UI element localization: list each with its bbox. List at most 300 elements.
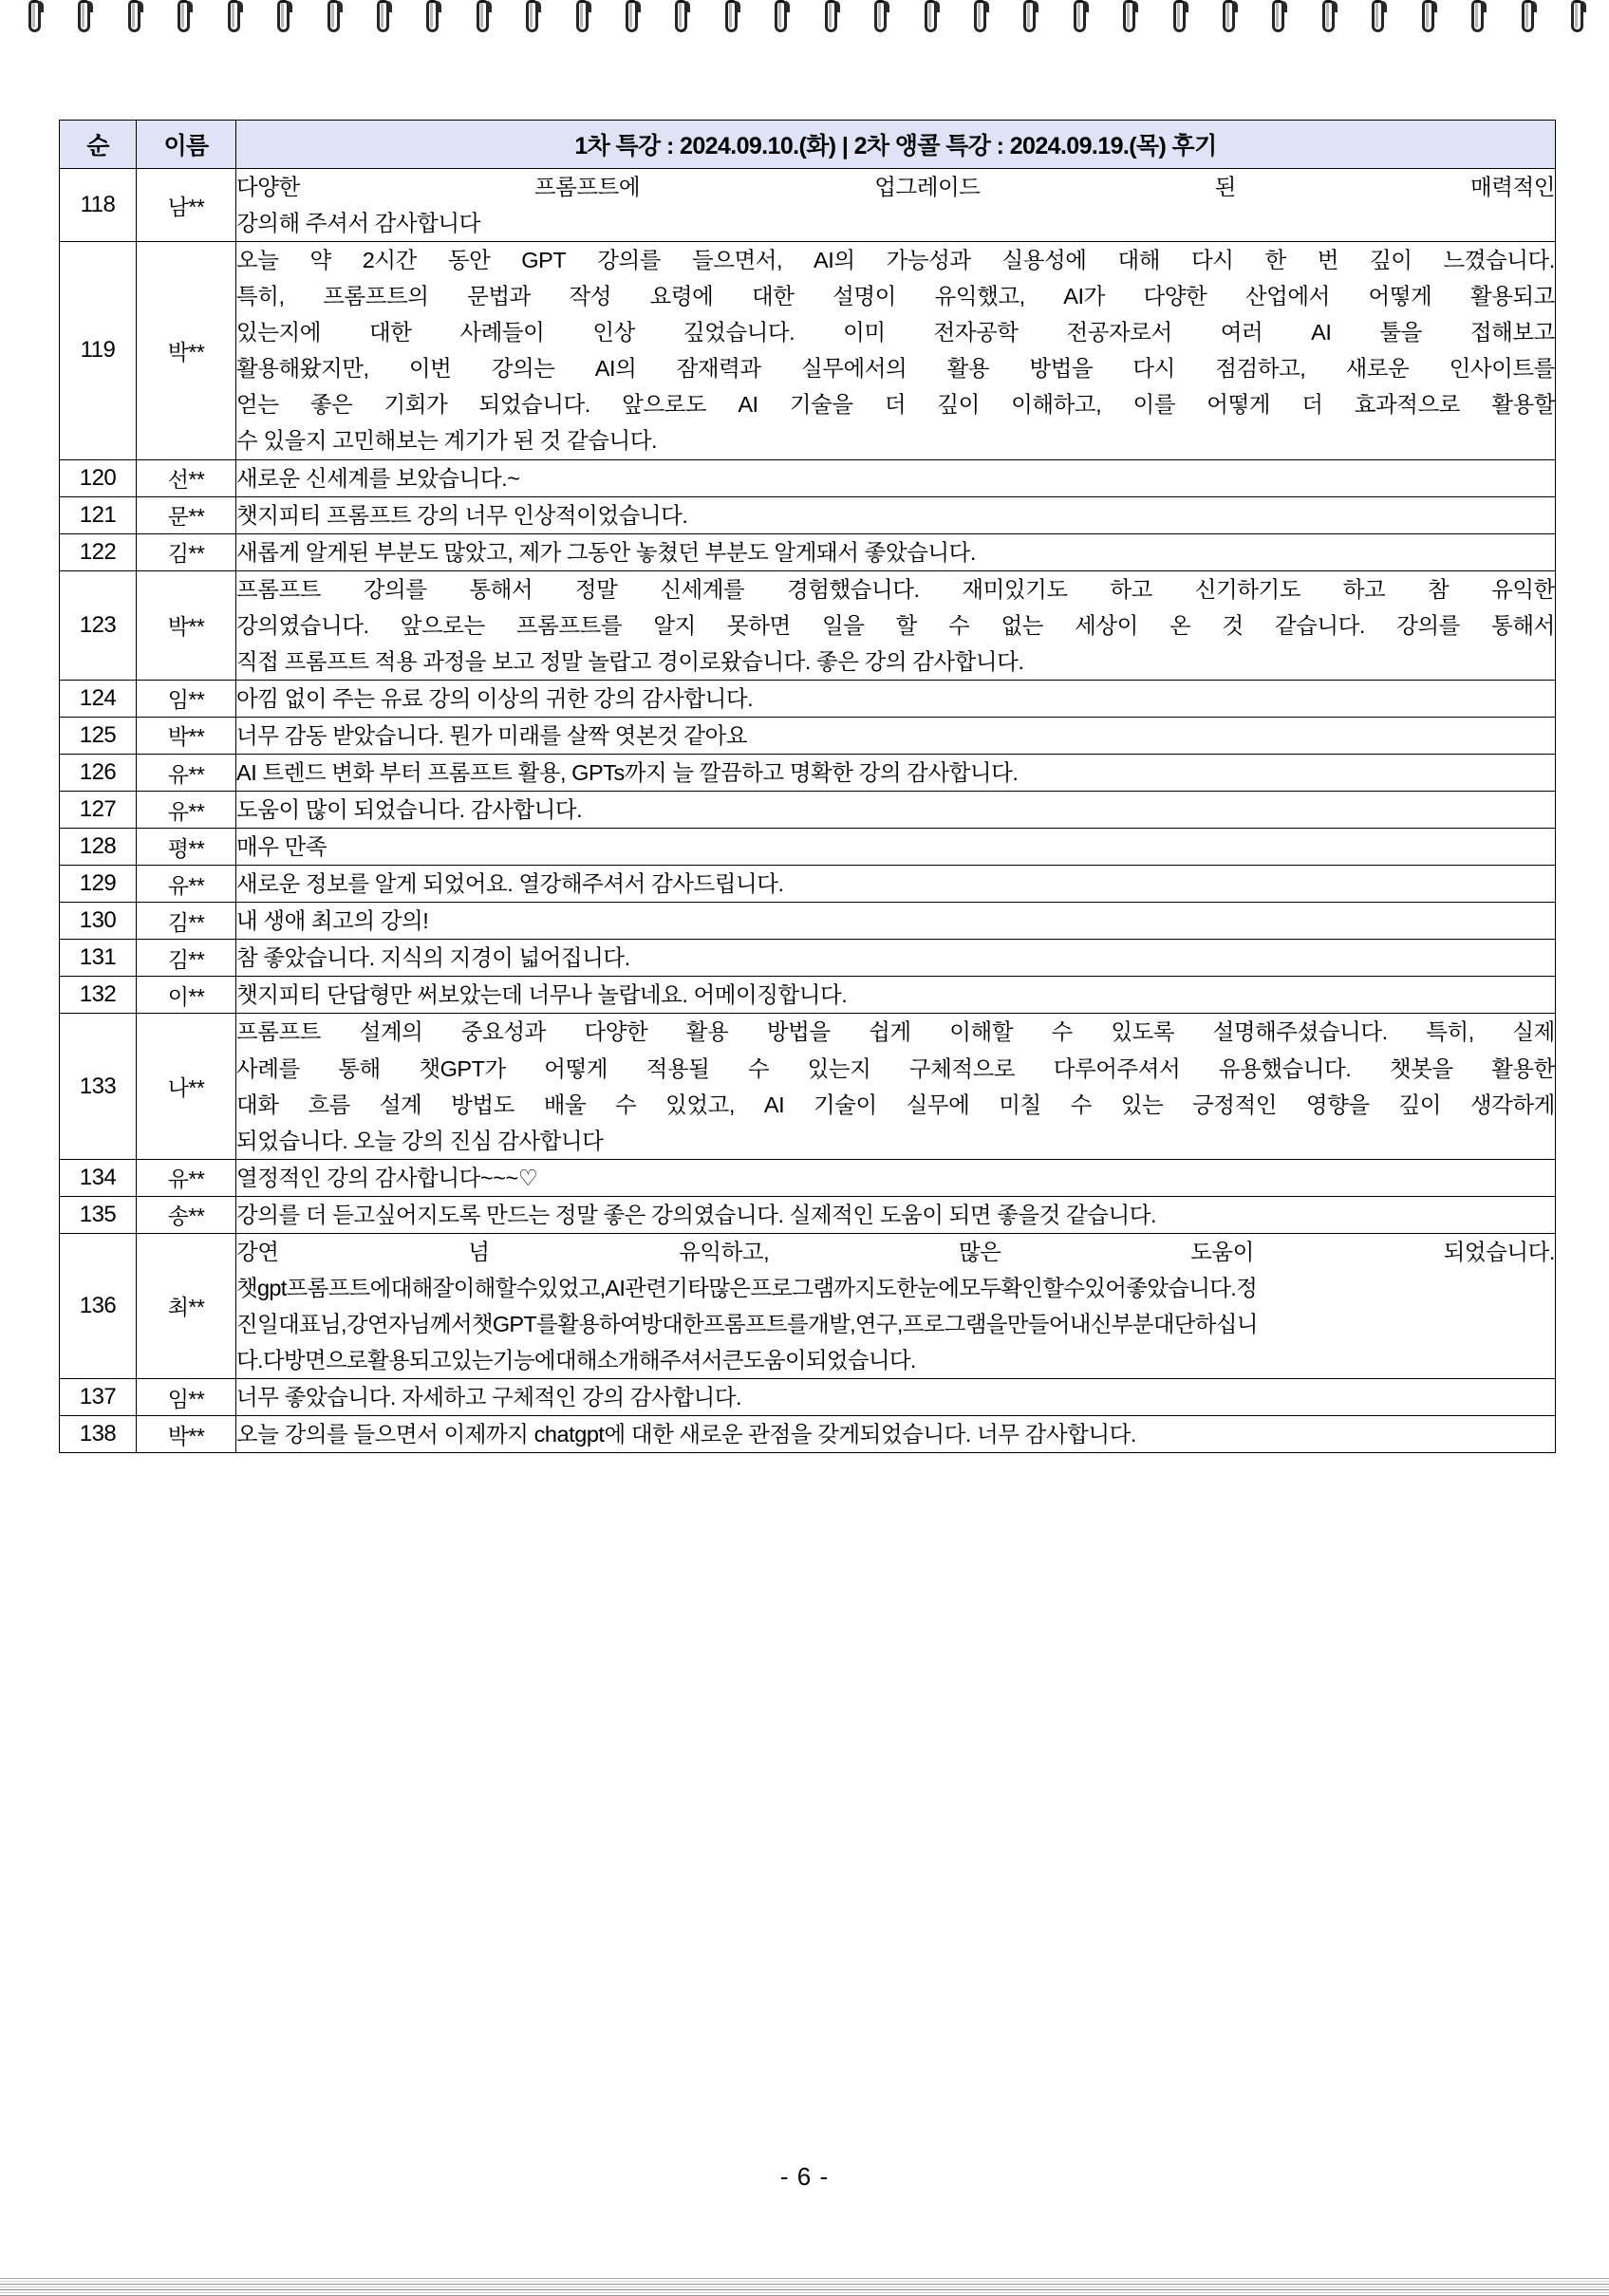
review-word: 수 (747, 1055, 770, 1081)
page-edge-line (0, 2278, 1609, 2279)
review-word: 되었습니다. (1443, 1239, 1555, 1264)
cell-index: 121 (60, 496, 137, 533)
review-word: 신세계를 (660, 576, 745, 602)
spiral-ring (277, 0, 294, 36)
review-word: 있었고, (665, 1092, 735, 1117)
review-word: 인사이트를 (1449, 356, 1555, 382)
review-word: 정말 (574, 576, 618, 602)
review-word: 도움이 (1190, 1239, 1254, 1264)
review-line: 매우 만족 (236, 834, 327, 860)
spiral-ring-highlight (978, 3, 981, 28)
review-word: 다루어주셔서 (1053, 1055, 1181, 1081)
cell-index: 134 (60, 1159, 137, 1196)
spiral-ring-tail (387, 1, 392, 12)
cell-review (236, 1416, 1556, 1453)
spiral-ring (377, 0, 394, 36)
spiral-ring (1422, 0, 1439, 36)
review-word: 챗봇을 (1389, 1055, 1453, 1081)
review-line: AI 트렌드 변화 부터 프롬프트 활용, GPTs까지 늘 깔끔하고 명확한 강의 감사합니다. (236, 760, 1019, 785)
review-word: 앞으로는 (400, 612, 485, 638)
review-line: 되었습니다. 오늘 강의 진심 감사합니다 (236, 1128, 604, 1153)
spiral-ring-highlight (679, 3, 682, 28)
cell-review (236, 570, 1556, 680)
cell-name: 박** (137, 242, 236, 459)
spiral-ring-highlight (778, 3, 781, 28)
review-line: 다.다방면으로활용되고있는기능에대해소개해주셔서큰도움이되었습니다. (236, 1348, 916, 1372)
review-line (236, 314, 1555, 350)
review-word: 방법을 (1029, 356, 1094, 382)
cell-name: 김** (137, 940, 236, 977)
spiral-ring-tail (587, 1, 591, 12)
review-line: 오늘 강의를 들으면서 이제까지 chatgpt에 대한 새로운 관점을 갖게되었습니다. 너무 감사합니다. (236, 1422, 1136, 1447)
review-word: 다시 (1132, 356, 1175, 382)
spiral-ring (1223, 0, 1240, 36)
page-edge-line (0, 2289, 1609, 2290)
spiral-ring (1471, 0, 1488, 36)
review-word: 구체적으로 (908, 1055, 1016, 1081)
spiral-ring (1571, 0, 1588, 36)
review-line: 챗지피티 프롬프트 강의 너무 인상적이었습니다. (236, 502, 688, 528)
review-word: 대화 (236, 1092, 279, 1117)
review-word: 사례를 (236, 1055, 300, 1081)
spiral-ring-tail (1233, 1, 1238, 12)
review-word: 깊이 (1369, 248, 1413, 273)
review-word: 어떻게 (1207, 392, 1270, 418)
review-word: 설계의 (359, 1019, 423, 1045)
review-word: 통해서 (1491, 612, 1555, 638)
cell-index: 124 (60, 680, 137, 717)
review-line: 내 생애 최고의 강의! (236, 908, 429, 934)
review-word: 활용 (946, 356, 990, 382)
review-word: 강의를 (597, 248, 661, 273)
review-word: 전자공학 (933, 320, 1019, 345)
table-row (60, 903, 1556, 940)
spiral-ring-highlight (1475, 3, 1478, 28)
cell-review (236, 940, 1556, 977)
spiral-ring-highlight (281, 3, 284, 28)
spiral-ring-tail (536, 1, 541, 12)
review-word: 약 (309, 248, 331, 273)
spiral-ring-highlight (1127, 3, 1130, 28)
cell-review (236, 680, 1556, 717)
table-row (60, 977, 1556, 1014)
spiral-ring (825, 0, 842, 36)
review-line: 직접 프롬프트 적용 과정을 보고 정말 놀랍고 경이로왔습니다. 좋은 강의 감사합니다. (236, 648, 1024, 674)
spiral-ring-tail (88, 1, 93, 12)
spiral-ring-highlight (1226, 3, 1229, 28)
cell-index: 120 (60, 459, 137, 496)
spiral-ring-tail (1133, 1, 1138, 12)
column-header-name: 이름 (137, 121, 236, 169)
review-word: 쉽게 (869, 1019, 911, 1045)
review-table (59, 120, 1556, 1453)
cell-name: 이** (137, 977, 236, 1014)
review-word: AI의 (814, 248, 855, 273)
spiral-ring-tail (935, 1, 940, 12)
review-word: AI (738, 392, 758, 418)
spiral-ring (775, 0, 792, 36)
review-word: 새로운 (1345, 356, 1410, 382)
cell-name: 남** (137, 169, 236, 242)
column-header-review: 1차 특강 : 2024.09.10.(화) | 2차 앵콜 특강 : 2024.09.19.(목) 후기 (236, 121, 1556, 169)
review-word: 기술이 (814, 1092, 877, 1117)
cell-index: 119 (60, 242, 137, 459)
table-row (60, 1416, 1556, 1453)
review-word: 수 (1070, 1092, 1092, 1117)
review-word: 대한 (368, 320, 412, 345)
review-word: 알지 (653, 612, 696, 638)
spiral-ring-highlight (181, 3, 184, 28)
review-word: 챗GPT가 (419, 1055, 506, 1081)
review-word: 실무에 (906, 1092, 970, 1117)
review-word: 업그레이드 (874, 175, 981, 199)
cell-review (236, 792, 1556, 829)
review-word: 한 (1264, 248, 1286, 273)
spiral-ring (1522, 0, 1539, 36)
spiral-ring-tail (984, 1, 989, 12)
review-word: 좋은 (309, 392, 353, 418)
review-word: AI (1311, 320, 1332, 345)
cell-name: 나** (137, 1014, 236, 1159)
cell-name: 김** (137, 533, 236, 570)
review-word: 인상 (592, 320, 635, 345)
table-row (60, 1014, 1556, 1159)
review-word: 가능성과 (886, 248, 971, 273)
cell-index: 125 (60, 717, 137, 754)
review-word: 설계 (379, 1092, 422, 1117)
review-word: 흐름 (308, 1092, 350, 1117)
spiral-ring-tail (39, 1, 44, 12)
spiral-ring (1272, 0, 1289, 36)
cell-index: 135 (60, 1196, 137, 1233)
spiral-ring-highlight (1375, 3, 1378, 28)
spiral-ring-tail (338, 1, 343, 12)
spiral-ring-tail (785, 1, 790, 12)
spiral-ring (974, 0, 991, 36)
review-word: 신기하기도 (1194, 576, 1300, 602)
review-word: 있는지 (807, 1055, 871, 1081)
table-row (60, 866, 1556, 903)
review-word: 재미있기도 (962, 576, 1068, 602)
spiral-ring-tail (1482, 1, 1487, 12)
spiral-ring-tail (1084, 1, 1089, 12)
review-word: 유익했고, (934, 284, 1025, 309)
cell-name: 유** (137, 1159, 236, 1196)
review-word: 깊었습니다. (683, 320, 795, 345)
review-word: 하고 (1110, 576, 1152, 602)
spiral-ring (1322, 0, 1339, 36)
table-row (60, 940, 1556, 977)
spiral-ring-highlight (381, 3, 384, 28)
spiral-ring-highlight (430, 3, 433, 28)
cell-index: 128 (60, 829, 137, 866)
cell-index: 137 (60, 1379, 137, 1416)
cell-name: 임** (137, 680, 236, 717)
review-line: 도움이 많이 되었습니다. 감사합니다. (236, 797, 583, 823)
table-row (60, 1159, 1556, 1196)
cell-index: 130 (60, 903, 137, 940)
review-line (236, 607, 1555, 644)
spiral-ring-highlight (729, 3, 732, 28)
review-line: 진일대표님,강연자님께서챗GPT를활용하여방대한프롬프트를개발,연구,프로그램을만들어내신부분대단하십니 (236, 1311, 1258, 1336)
review-word: 세상이 (1075, 612, 1138, 638)
spiral-ring (1173, 0, 1190, 36)
review-word: 활용할 (1491, 392, 1555, 418)
spiral-ring (725, 0, 742, 36)
review-word: 기회가 (384, 392, 448, 418)
spiral-ring (178, 0, 195, 36)
cell-review (236, 1014, 1556, 1159)
review-word: 특히, (236, 284, 285, 309)
review-word: 접해보고 (1469, 320, 1555, 345)
spiral-ring-highlight (1525, 3, 1528, 28)
review-line (236, 386, 1555, 422)
spiral-ring-highlight (331, 3, 334, 28)
review-line: 열정적인 강의 감사합니다~~~♡ (236, 1165, 538, 1190)
cell-review (236, 717, 1556, 754)
spiral-ring-tail (1333, 1, 1338, 12)
review-word: 느꼈습니다. (1443, 248, 1555, 273)
review-word: 프롬프트 (236, 576, 322, 602)
review-word: 더 (1301, 392, 1323, 418)
review-word: AI (763, 1092, 785, 1117)
spiral-ring (526, 0, 543, 36)
spiral-ring (626, 0, 643, 36)
table-row (60, 792, 1556, 829)
review-word: 배울 (543, 1092, 587, 1117)
review-word: 이해할 (949, 1019, 1013, 1045)
cell-index: 132 (60, 977, 137, 1014)
review-line: 강의해 주셔서 감사합니다 (236, 211, 480, 236)
review-line: 강의를 더 듣고싶어지도록 만드는 정말 좋은 강의였습니다. 실제적인 도움이 되면 좋을것 같습니다. (236, 1202, 1157, 1227)
review-word: 2시간 (362, 248, 417, 273)
review-word: 산업에서 (1244, 284, 1330, 309)
spiral-ring-highlight (82, 3, 84, 28)
cell-name: 평** (137, 829, 236, 866)
cell-review (236, 866, 1556, 903)
table-row (60, 680, 1556, 717)
cell-review (236, 169, 1556, 242)
table-row (60, 570, 1556, 680)
spiral-ring (874, 0, 891, 36)
review-word: 활용 (685, 1019, 729, 1045)
spiral-ring (1372, 0, 1389, 36)
spiral-ring-highlight (232, 3, 234, 28)
spiral-ring-highlight (1326, 3, 1329, 28)
spiral-ring-tail (1532, 1, 1537, 12)
table-body (60, 169, 1556, 1453)
review-word: 이번 (408, 356, 452, 382)
spiral-ring (128, 0, 145, 36)
table-row (60, 1379, 1556, 1416)
review-line (236, 169, 1555, 205)
review-word: 점검하고, (1215, 356, 1306, 382)
cell-name: 유** (137, 755, 236, 792)
cell-index: 131 (60, 940, 137, 977)
spiral-ring-highlight (1077, 3, 1080, 28)
spiral-ring-highlight (629, 3, 632, 28)
review-line (236, 571, 1555, 607)
cell-review (236, 755, 1556, 792)
spiral-ring-tail (437, 1, 441, 12)
spiral-ring (327, 0, 345, 36)
spiral-ring (426, 0, 443, 36)
review-word: 깊이 (1398, 1092, 1442, 1117)
review-word: 활용되고 (1469, 284, 1555, 309)
spiral-ring-highlight (878, 3, 881, 28)
review-word: 실무에서의 (800, 356, 907, 382)
spiral-ring (1123, 0, 1140, 36)
review-line (236, 1234, 1555, 1270)
review-word: 방법도 (451, 1092, 515, 1117)
review-word: 할 (895, 612, 917, 638)
cell-review (236, 459, 1556, 496)
review-word: 여러 (1220, 320, 1263, 345)
review-line: 너무 감동 받았습니다. 뭔가 미래를 살짝 엿본것 같아요 (236, 722, 748, 748)
spiral-ring-highlight (1575, 3, 1578, 28)
review-word: 실제 (1512, 1019, 1555, 1045)
review-word: 경험했습니다. (786, 576, 920, 602)
review-word: 유익하고, (679, 1239, 770, 1264)
spiral-ring-highlight (928, 3, 931, 28)
review-word: 참 (1428, 576, 1450, 602)
table-row (60, 829, 1556, 866)
review-word: 다양한 (236, 175, 300, 199)
spiral-ring (477, 0, 494, 36)
review-word: 중요성과 (460, 1019, 546, 1045)
cell-index: 138 (60, 1416, 137, 1453)
spiral-ring-tail (188, 1, 193, 12)
cell-index: 123 (60, 570, 137, 680)
cell-review (236, 1196, 1556, 1233)
cell-review (236, 829, 1556, 866)
review-line: 챗gpt프롬프트에대해잘이해할수있었고,AI관련기타많은프로그램까지도한눈에모두확인할수있어좋았습니다.정 (236, 1275, 1258, 1300)
review-word: 넘 (468, 1239, 490, 1264)
spiral-ring-tail (487, 1, 492, 12)
spiral-ring-tail (1432, 1, 1437, 12)
review-word: 통해서 (469, 576, 533, 602)
review-word: AI의 (594, 356, 637, 382)
review-word: 영향을 (1305, 1092, 1370, 1117)
table-row (60, 496, 1556, 533)
review-line: 아낌 없이 주는 유료 강의 이상의 귀한 강의 감사합니다. (236, 685, 754, 711)
review-line (236, 242, 1555, 278)
review-word: 더 (884, 392, 907, 418)
review-word: 들으면서, (691, 248, 783, 273)
cell-review (236, 1233, 1556, 1378)
review-word: 이를 (1132, 392, 1175, 418)
cell-name: 박** (137, 717, 236, 754)
spiral-ring (576, 0, 593, 36)
table-row (60, 169, 1556, 242)
spiral-ring-highlight (530, 3, 533, 28)
review-word: 깊이 (937, 392, 980, 418)
review-word: 앞으로도 (622, 392, 707, 418)
spiral-ring-highlight (1177, 3, 1180, 28)
spiral-ring-tail (1382, 1, 1387, 12)
review-word: 되었습니다. (478, 392, 590, 418)
spiral-ring-tail (835, 1, 840, 12)
spiral-ring-tail (1282, 1, 1287, 12)
review-word: 방법을 (766, 1019, 831, 1045)
review-word: 생각하게 (1469, 1092, 1555, 1117)
review-word: 오늘 (236, 248, 279, 273)
review-word: 적용될 (645, 1055, 710, 1081)
review-word: 수 (948, 612, 970, 638)
review-word: 효과적으로 (1354, 392, 1460, 418)
table-row (60, 242, 1556, 459)
review-word: 전공자로서 (1066, 320, 1172, 345)
cell-name: 박** (137, 570, 236, 680)
spiral-ring (78, 0, 95, 36)
review-word: 다양한 (1143, 284, 1207, 309)
page-edge-line (0, 2292, 1609, 2293)
page-edge-line (0, 2281, 1609, 2282)
spiral-ring-tail (238, 1, 243, 12)
review-word: 미칠 (999, 1092, 1041, 1117)
review-word: 특히, (1426, 1019, 1474, 1045)
cell-review (236, 1159, 1556, 1196)
spiral-ring-tail (1581, 1, 1586, 12)
table-row (60, 533, 1556, 570)
review-line (236, 1051, 1555, 1087)
review-word: 어떻게 (544, 1055, 608, 1081)
table-row (60, 1233, 1556, 1378)
cell-name: 김** (137, 903, 236, 940)
cell-review (236, 496, 1556, 533)
review-line: 새로운 신세계를 보았습니다.~ (236, 465, 520, 491)
review-word: 온 (1169, 612, 1191, 638)
cell-index: 133 (60, 1014, 137, 1159)
review-word: 어떻게 (1368, 284, 1432, 309)
spiral-ring (925, 0, 942, 36)
review-word: 강의였습니다. (236, 612, 369, 638)
cell-index: 129 (60, 866, 137, 903)
spiral-ring-tail (1184, 1, 1188, 12)
cell-index: 118 (60, 169, 137, 242)
spiral-ring (1074, 0, 1091, 36)
review-word: 못하면 (727, 612, 791, 638)
cell-review (236, 242, 1556, 459)
cell-index: 122 (60, 533, 137, 570)
table-row (60, 717, 1556, 754)
review-word: 강의는 (491, 356, 555, 382)
review-word: 것 (1222, 612, 1244, 638)
review-word: AI가 (1063, 284, 1105, 309)
review-word: 기술을 (789, 392, 853, 418)
spiral-ring-tail (1034, 1, 1038, 12)
review-word: 문법과 (467, 284, 531, 309)
page-edge-line (0, 2284, 1609, 2285)
review-word: 된 (1214, 175, 1236, 199)
spiral-ring-highlight (480, 3, 483, 28)
review-word: 매력적인 (1469, 175, 1555, 199)
review-line: 새롭게 알게된 부분도 많았고, 제가 그동안 놓쳤던 부분도 알게돼서 좋았습니다. (236, 539, 976, 565)
review-line (236, 1087, 1555, 1123)
spiral-ring-tail (685, 1, 690, 12)
cell-index: 136 (60, 1233, 137, 1378)
review-word: 많은 (958, 1239, 1001, 1264)
table-header (60, 121, 1556, 169)
cell-name: 문** (137, 496, 236, 533)
table-row (60, 755, 1556, 792)
review-word: GPT (521, 248, 567, 273)
review-word: 작성 (569, 284, 612, 309)
table-header-row (60, 121, 1556, 169)
page-number: - 6 - (779, 2162, 830, 2191)
spiral-ring-tail (288, 1, 292, 12)
review-word: 유용했습니다. (1218, 1055, 1352, 1081)
